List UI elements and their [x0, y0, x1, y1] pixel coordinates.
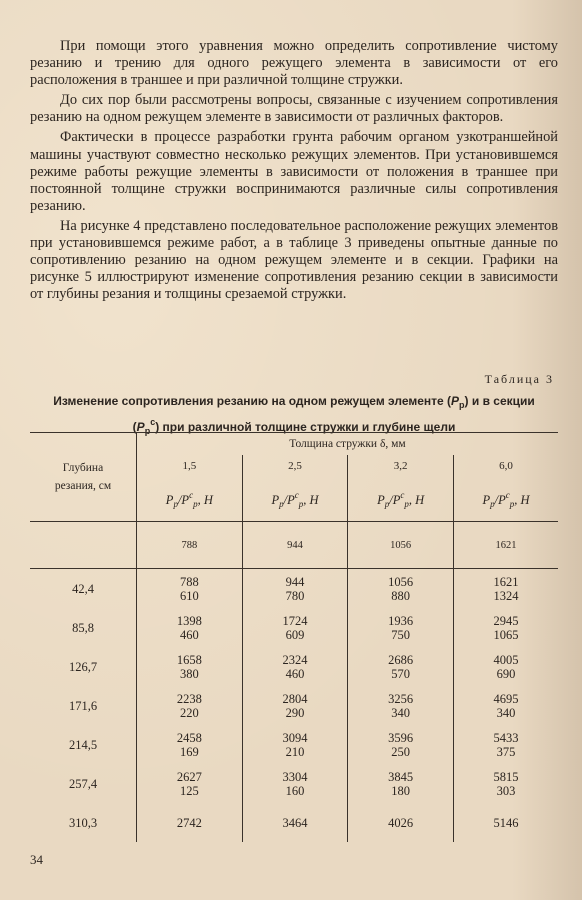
table-cell: 1621 1324: [453, 569, 558, 608]
table-cell: 2627 125: [137, 764, 243, 803]
table-label: Таблица 3: [484, 372, 554, 386]
depth-cell: 171,6: [68, 698, 98, 713]
table-row: [30, 725, 558, 764]
table-cell: 944 780: [242, 569, 348, 608]
table-cell: 3845 180: [348, 764, 454, 803]
body-text: [30, 38, 558, 306]
table-row: [30, 803, 558, 842]
table-row: [30, 608, 558, 647]
thickness-value: 3,2: [348, 455, 454, 477]
table-cell: 1056 880: [348, 569, 454, 608]
table-cell: 1658 380: [137, 647, 243, 686]
table-row: [30, 764, 558, 803]
formula-header: $P_р/P^с_р$, Н: [348, 477, 454, 522]
paragraph-3: Фактически в процессе разработки грунта рабочим органом узкотраншейной машины участвуют совместно несколько режущих элементов. При установившемся режиме работы режущие элементы в зависимости от положения в траншее при постоянной толщине стружки воспринимаются различные силы сопротивления резанию.: [30, 129, 558, 214]
table-cell: 788 610: [137, 569, 243, 608]
table-cell: 1936 750: [348, 608, 454, 647]
depth-column-header: Глубина резания, см: [30, 433, 137, 522]
table-cell: 1724 609: [242, 608, 348, 647]
reference-cell: 1056: [348, 522, 454, 569]
thickness-value: 2,5: [242, 455, 348, 477]
table-cell: 3304 160: [242, 764, 348, 803]
formula-header: $P_р/P^с_р$, Н: [242, 477, 348, 522]
reference-cell: 1621: [453, 522, 558, 569]
table-row: [30, 686, 558, 725]
table-cell: 5146: [453, 803, 558, 842]
resistance-table: [30, 432, 558, 842]
reference-row: [30, 522, 558, 569]
depth-cell: 85,8: [72, 620, 94, 635]
table-cell: 3596 250: [348, 725, 454, 764]
table-cell: 4005 690: [453, 647, 558, 686]
depth-cell: 214,5: [68, 737, 98, 752]
formula-header: $P_р/P^с_р$, Н: [453, 477, 558, 522]
table-cell: 3094 210: [242, 725, 348, 764]
depth-cell: 257,4: [68, 776, 98, 791]
caption-line-1: Изменение сопротивления резанию на одном режущем элементе $(P_р)$ и в секции: [53, 394, 535, 410]
depth-cell: 42,4: [72, 581, 94, 596]
table-row: [30, 647, 558, 686]
thickness-value: 1,5: [137, 455, 243, 477]
depth-cell: 310,3: [68, 815, 98, 830]
table-cell: 5815 303: [453, 764, 558, 803]
depth-cell: 126,7: [68, 659, 98, 674]
table-cell: 2804 290: [242, 686, 348, 725]
thickness-value: 6,0: [453, 455, 558, 477]
table-cell: 3464: [242, 803, 348, 842]
table-cell: 2238 220: [137, 686, 243, 725]
reference-cell: 944: [242, 522, 348, 569]
page-number: 34: [30, 852, 43, 867]
table-cell: 4026: [348, 803, 454, 842]
table-cell: 1398 460: [137, 608, 243, 647]
table-cell: 4695 340: [453, 686, 558, 725]
table-cell: 2742: [137, 803, 243, 842]
table-cell: 3256 340: [348, 686, 454, 725]
table-cell: 5433 375: [453, 725, 558, 764]
formula-header: $P_р/P^с_р$, Н: [137, 477, 243, 522]
thickness-group-header: Толщина стружки δ, мм: [137, 433, 559, 456]
table-cell: 2458 169: [137, 725, 243, 764]
table-cell: 2686 570: [348, 647, 454, 686]
table-cell: 2945 1065: [453, 608, 558, 647]
paragraph-2: До сих пор были рассмотрены вопросы, связанные с изучением сопротивления резанию на одном режущем элементе в зависимости от различных факторов.: [30, 92, 558, 126]
caption-line-2: $(P_р^с)$ при различной толщине стружки и глубине щели: [132, 417, 456, 436]
paragraph-1: При помощи этого уравнения можно определить сопротивление чистому резанию и трению для одного режущего элемента в зависимости от его расположения в траншее и при различной толщине стружки.: [30, 38, 558, 89]
table-row: [30, 569, 558, 608]
reference-cell: 788: [137, 522, 243, 569]
table-cell: 2324 460: [242, 647, 348, 686]
paragraph-4: На рисунке 4 представлено последовательное расположение режущих элементов при установившемся режиме работ, а в таблице 3 приведены опытные данные по сопротивлению резанию на одном режущем элементе и в секции. Графики на рисунке 5 иллюстрируют изменение сопротивления резанию секции в зависимости от глубины резания и толщины срезаемой стружки.: [30, 217, 558, 303]
